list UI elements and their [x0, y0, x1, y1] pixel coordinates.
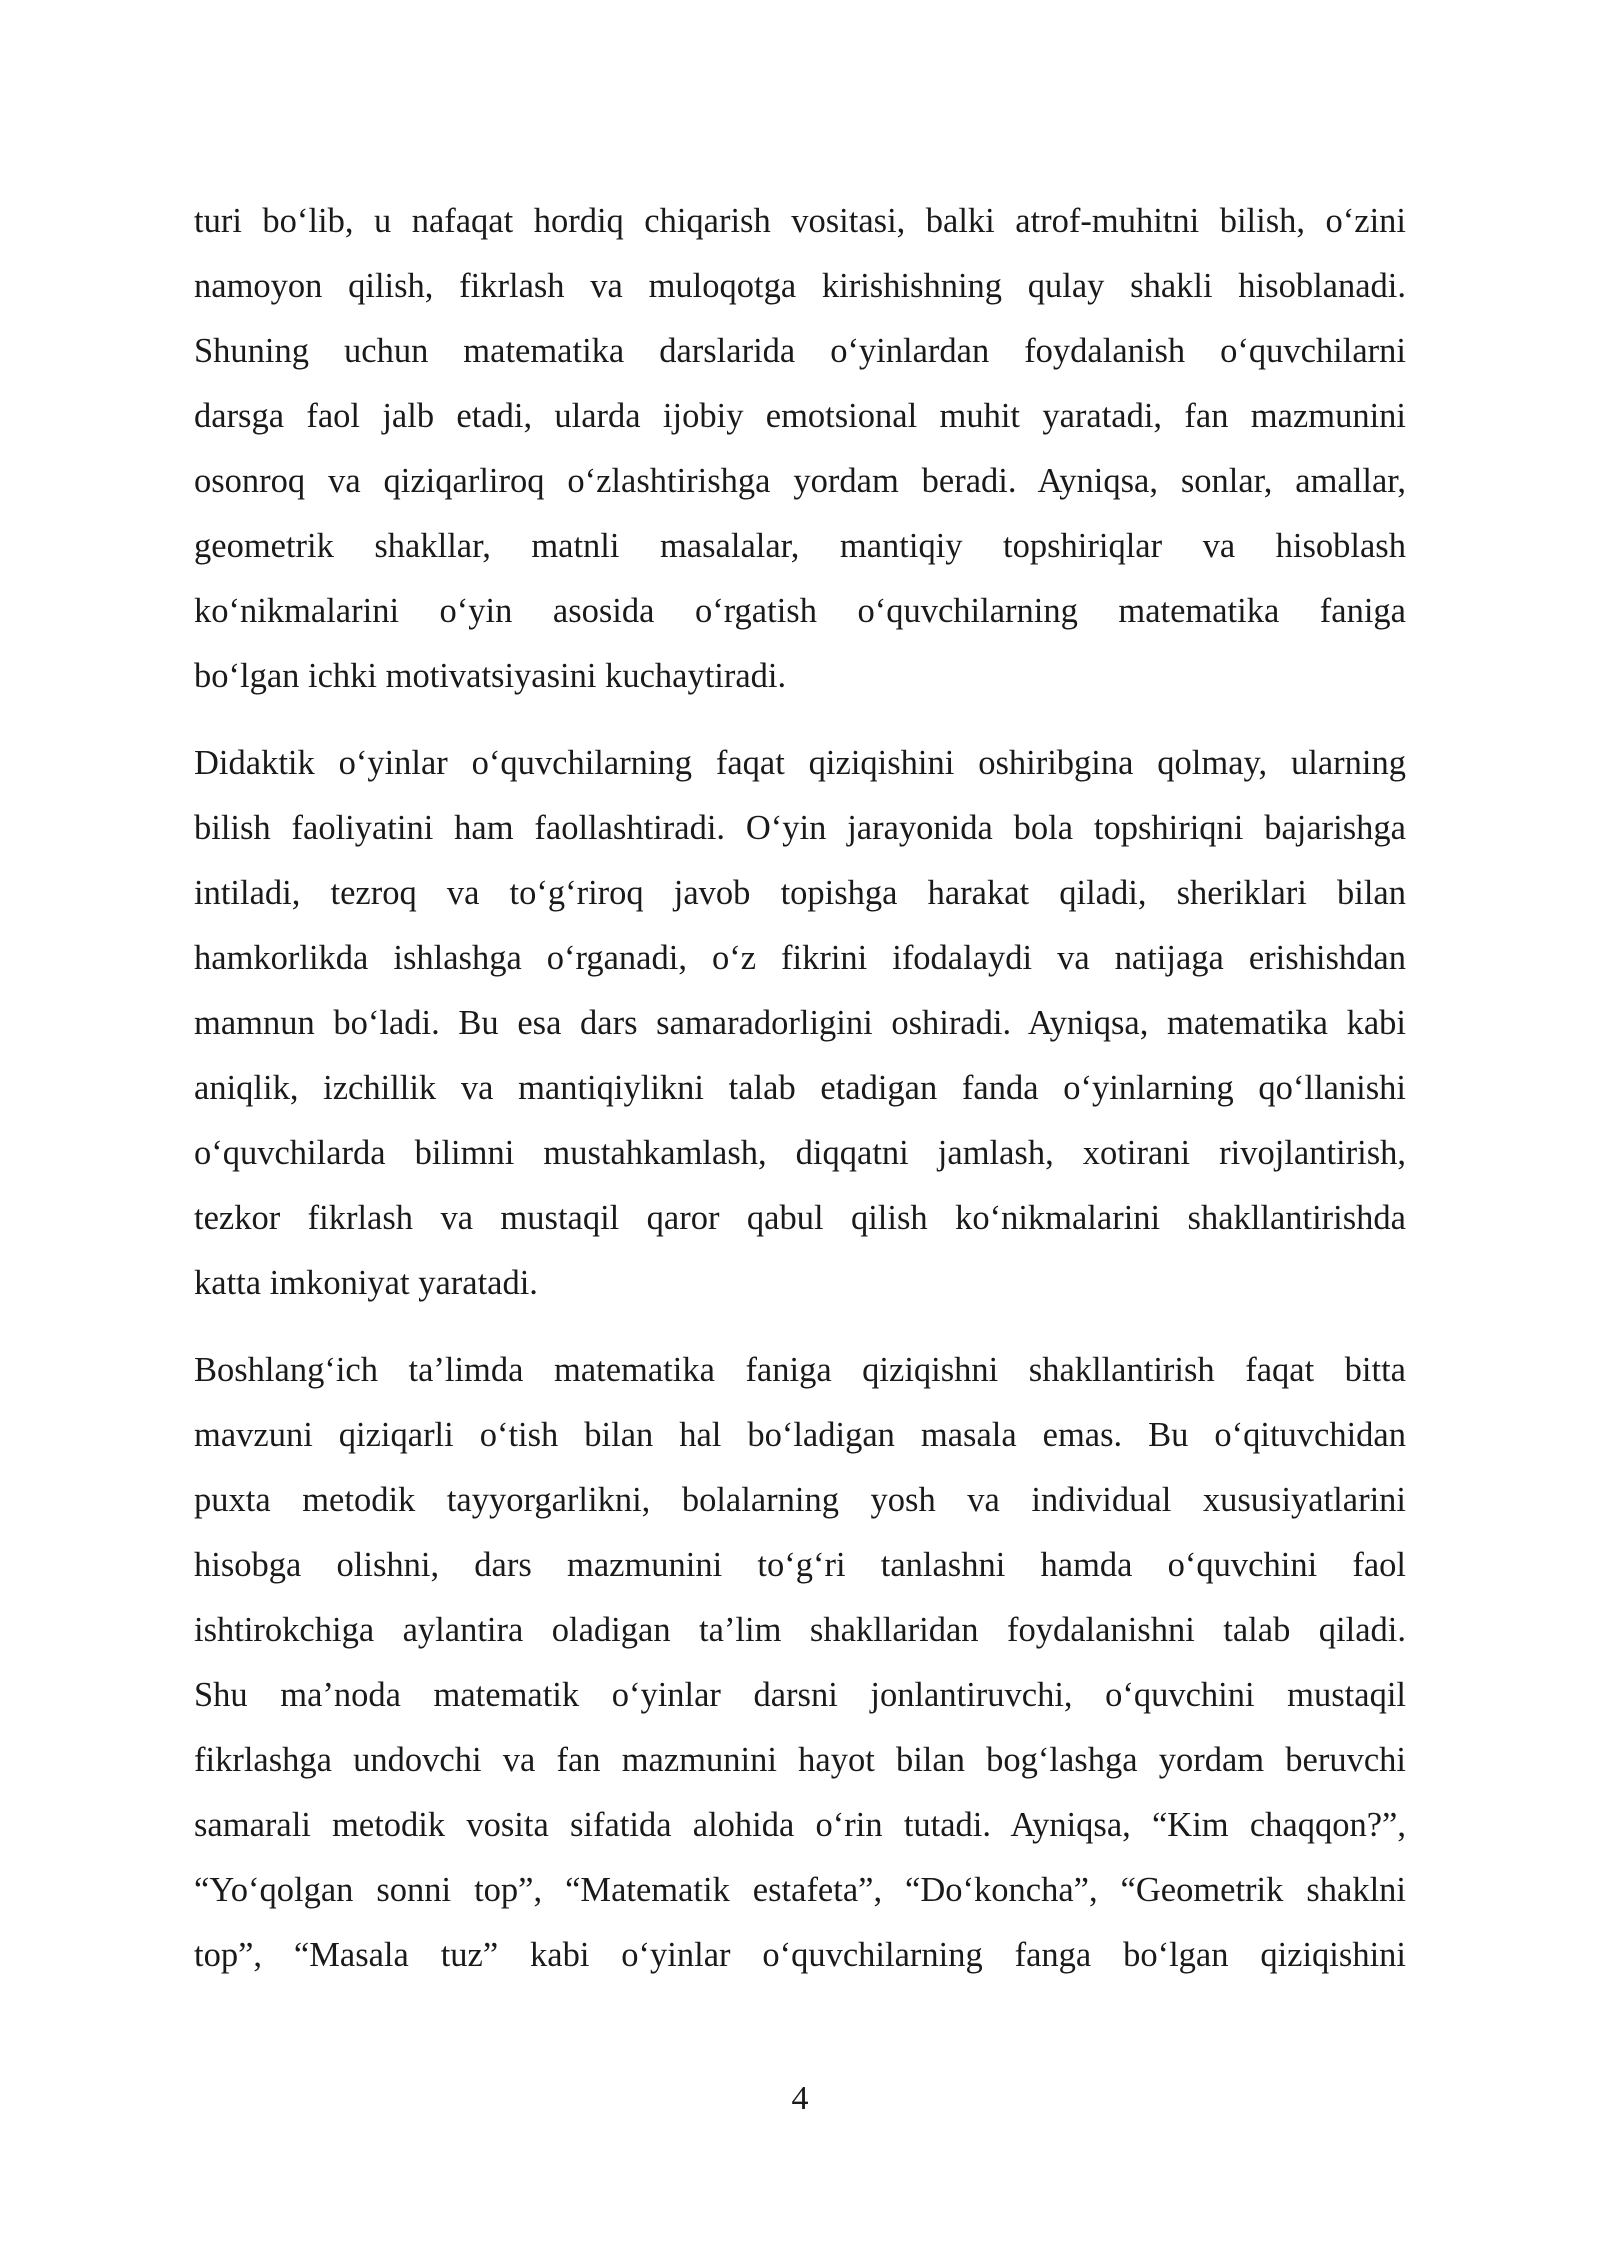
- text-line: osonroq va qiziqarliroq o‘zlashtirishga yordam beradi. Ayniqsa, sonlar, amallar,: [194, 462, 1406, 500]
- text-line: turi bo‘lib, u nafaqat hordiq chiqarish vositasi, balki atrof-muhitni bilish, o‘zini: [194, 202, 1406, 240]
- text-line: hamkorlikda ishlashga o‘rganadi, o‘z fikrini ifodalaydi va natijaga erishishdan: [194, 939, 1406, 977]
- text-line: aniqlik, izchillik va mantiqiylikni talab etadigan fanda o‘yinlarning qo‘llanishi: [194, 1069, 1406, 1107]
- text-line: top”, “Masala tuz” kabi o‘yinlar o‘quvchilarning fanga bo‘lgan qiziqishini: [194, 1936, 1406, 1974]
- paragraph-2: [194, 731, 1406, 1316]
- paragraph-1: [194, 189, 1406, 709]
- paragraph-3: [194, 1338, 1406, 1988]
- text-line: Shu ma’noda matematik o‘yinlar darsni jonlantiruvchi, o‘quvchini mustaqil: [194, 1676, 1406, 1714]
- text-line: Boshlang‘ich ta’limda matematika faniga qiziqishni shakllantirish faqat bitta: [194, 1351, 1406, 1389]
- text-line: mamnun bo‘ladi. Bu esa dars samaradorligini oshiradi. Ayniqsa, matematika kabi: [194, 1004, 1406, 1042]
- text-line: bilish faoliyatini ham faollashtiradi. O‘yin jarayonida bola topshiriqni bajarishga: [194, 809, 1406, 847]
- text-line: Shuning uchun matematika darslarida o‘yinlardan foydalanish o‘quvchilarni: [194, 332, 1406, 370]
- paragraph-spacer: [194, 1316, 1406, 1338]
- text-line: puxta metodik tayyorgarlikni, bolalarning yosh va individual xususiyatlarini: [194, 1481, 1406, 1519]
- text-line: darsga faol jalb etadi, ularda ijobiy emotsional muhit yaratadi, fan mazmunini: [194, 397, 1406, 435]
- text-line: hisobga olishni, dars mazmunini to‘g‘ri tanlashni hamda o‘quvchini faol: [194, 1546, 1406, 1584]
- text-line: mavzuni qiziqarli o‘tish bilan hal bo‘ladigan masala emas. Bu o‘qituvchidan: [194, 1416, 1406, 1454]
- text-line: ishtirokchiga aylantira oladigan ta’lim shakllaridan foydalanishni talab qiladi.: [194, 1611, 1406, 1649]
- text-line: “Yo‘qolgan sonni top”, “Matematik estafeta”, “Do‘koncha”, “Geometrik shaklni: [194, 1871, 1406, 1909]
- text-line: bo‘lgan ichki motivatsiyasini kuchaytiradi.: [194, 657, 787, 695]
- paragraph-spacer: [194, 709, 1406, 731]
- text-line: geometrik shakllar, matnli masalalar, mantiqiy topshiriqlar va hisoblash: [194, 527, 1406, 565]
- text-line: Didaktik o‘yinlar o‘quvchilarning faqat qiziqishini oshiribgina qolmay, ularning: [194, 744, 1406, 782]
- text-line: ko‘nikmalarini o‘yin asosida o‘rgatish o‘quvchilarning matematika faniga: [194, 592, 1406, 630]
- body-text: [194, 189, 1406, 1988]
- text-line: intiladi, tezroq va to‘g‘riroq javob topishga harakat qiladi, sheriklari bilan: [194, 874, 1406, 912]
- text-line: samarali metodik vosita sifatida alohida o‘rin tutadi. Ayniqsa, “Kim chaqqon?”,: [194, 1806, 1406, 1844]
- text-line: namoyon qilish, fikrlash va muloqotga kirishishning qulay shakli hisoblanadi.: [194, 267, 1406, 305]
- text-line: katta imkoniyat yaratadi.: [194, 1264, 538, 1302]
- page-number: 4: [791, 2080, 809, 2117]
- text-line: tezkor fikrlash va mustaqil qaror qabul qilish ko‘nikmalarini shakllantirishda: [194, 1199, 1406, 1237]
- text-line: fikrlashga undovchi va fan mazmunini hayot bilan bog‘lashga yordam beruvchi: [194, 1741, 1406, 1779]
- text-line: o‘quvchilarda bilimni mustahkamlash, diqqatni jamlash, xotirani rivojlantirish,: [194, 1134, 1406, 1172]
